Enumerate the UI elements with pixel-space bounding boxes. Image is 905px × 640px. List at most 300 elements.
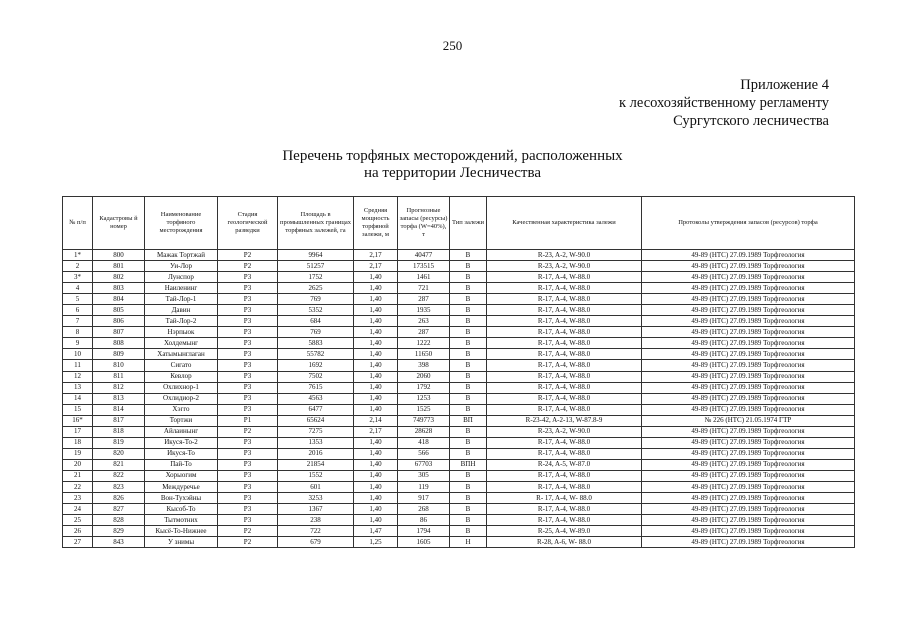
table-row (63, 261, 855, 272)
table-cell: Р3 (218, 404, 278, 415)
table-cell: 21854 (278, 459, 354, 470)
table-cell: Р3 (218, 515, 278, 526)
table-cell: 5 (63, 294, 93, 305)
table-cell: 6 (63, 305, 93, 316)
table-row (63, 382, 855, 393)
table-cell: В (450, 404, 487, 415)
table-cell: В (450, 349, 487, 360)
table-cell: Хатымынглаган (145, 349, 218, 360)
table-row (63, 327, 855, 338)
table-cell: В (450, 338, 487, 349)
table-cell: Хорыогим (145, 470, 218, 481)
appendix-line: к лесохозяйственному регламенту (619, 95, 829, 111)
table-row (63, 272, 855, 283)
table-cell: Тортжи (145, 415, 218, 426)
table-cell: 3* (63, 272, 93, 283)
table-cell: 287 (398, 327, 450, 338)
table-cell: 238 (278, 515, 354, 526)
table-body (63, 250, 855, 548)
table-cell: R-17, A-4, W-88.0 (487, 294, 642, 305)
table-cell: 4 (63, 283, 93, 294)
table-cell: 828 (93, 515, 145, 526)
table-cell: Р3 (218, 327, 278, 338)
appendix-line: Приложение 4 (740, 77, 829, 93)
table-row (63, 481, 855, 492)
table-cell: Р3 (218, 371, 278, 382)
table-cell: Пай-То (145, 459, 218, 470)
table-cell: 49-89 (НТС) 27.09.1989 Торфгеология (642, 493, 855, 504)
table-cell: 6477 (278, 404, 354, 415)
table-cell: R-17, A-4, W-88.0 (487, 305, 642, 316)
table-cell: Р1 (218, 415, 278, 426)
table-cell: 49-89 (НТС) 27.09.1989 Торфгеология (642, 327, 855, 338)
table-cell: 15 (63, 404, 93, 415)
table-cell: 601 (278, 481, 354, 492)
table-cell: 1,40 (354, 437, 398, 448)
table-cell: 749773 (398, 415, 450, 426)
table-cell: 49-89 (НТС) 27.09.1989 Торфгеология (642, 470, 855, 481)
table-row (63, 360, 855, 371)
table-cell: 49-89 (НТС) 27.09.1989 Торфгеология (642, 515, 855, 526)
table-cell: R-17, A-4, W-88.0 (487, 327, 642, 338)
table-cell: В (450, 393, 487, 404)
table-cell: Кысё-То-Нижнее (145, 526, 218, 537)
table-row (63, 448, 855, 459)
table-cell: 1,40 (354, 481, 398, 492)
table-cell: 49-89 (НТС) 27.09.1989 Торфгеология (642, 393, 855, 404)
column-header: Прогнозные запасы (ресурсы) торфа (W=40%), т (398, 197, 450, 250)
table-cell: R-17, A-4, W-88.0 (487, 470, 642, 481)
table-cell: 1* (63, 250, 93, 261)
table-cell: 829 (93, 526, 145, 537)
table-cell: 28628 (398, 426, 450, 437)
table-cell: Мажак Тортжай (145, 250, 218, 261)
table-cell: 26 (63, 526, 93, 537)
table-cell: Р3 (218, 316, 278, 327)
table-cell: 811 (93, 371, 145, 382)
table-cell: 1,25 (354, 537, 398, 548)
table-cell: 67703 (398, 459, 450, 470)
table-cell: R-17, A-4, W-88.0 (487, 316, 642, 327)
table-cell: В (450, 493, 487, 504)
table-cell: 1,40 (354, 493, 398, 504)
table-cell: Охлихнор-1 (145, 382, 218, 393)
peat-deposits-table (62, 196, 855, 548)
table-cell: 55782 (278, 349, 354, 360)
page-number: 250 (442, 38, 463, 53)
table-cell: В (450, 283, 487, 294)
table-cell: В (450, 504, 487, 515)
table-cell: 1525 (398, 404, 450, 415)
table-cell: 810 (93, 360, 145, 371)
table-cell: Р3 (218, 470, 278, 481)
table-cell: Р3 (218, 481, 278, 492)
table-cell: 23 (63, 493, 93, 504)
table-cell: R-23, A-2, W-90.0 (487, 261, 642, 272)
table-cell: Лунспор (145, 272, 218, 283)
table-cell: 1,40 (354, 404, 398, 415)
table-cell: 49-89 (НТС) 27.09.1989 Торфгеология (642, 459, 855, 470)
table-cell: 1461 (398, 272, 450, 283)
column-header: Средняя мощность торфяной залежи, м (354, 197, 398, 250)
table-cell: 1,40 (354, 327, 398, 338)
table-cell: 2 (63, 261, 93, 272)
table-cell: R-17, A-4, W-88.0 (487, 272, 642, 283)
table-cell: Р3 (218, 283, 278, 294)
table-cell: 49-89 (НТС) 27.09.1989 Торфгеология (642, 404, 855, 415)
table-cell: R-17, A-4, W-88.0 (487, 371, 642, 382)
table-cell: 14 (63, 393, 93, 404)
table-cell: 49-89 (НТС) 27.09.1989 Торфгеология (642, 360, 855, 371)
table-cell: R-24, A-5, W-87.0 (487, 459, 642, 470)
table-cell: Наиленинг (145, 283, 218, 294)
table-cell: 1,40 (354, 349, 398, 360)
table-cell: Р3 (218, 459, 278, 470)
table-header-row (63, 197, 855, 250)
table-cell: Р3 (218, 493, 278, 504)
table-cell: Р2 (218, 261, 278, 272)
table-cell: Р3 (218, 272, 278, 283)
table-row (63, 515, 855, 526)
table-cell: 49-89 (НТС) 27.09.1989 Торфгеология (642, 426, 855, 437)
table-cell: 18 (63, 437, 93, 448)
table-cell: 1253 (398, 393, 450, 404)
table-cell: 20 (63, 459, 93, 470)
table-cell: 1752 (278, 272, 354, 283)
table-cell: 1,40 (354, 515, 398, 526)
table-cell: Икуся-То-2 (145, 437, 218, 448)
table-cell: 2,17 (354, 261, 398, 272)
table-cell: В (450, 360, 487, 371)
table-cell: Тытмотних (145, 515, 218, 526)
table-cell: В (450, 371, 487, 382)
table-cell: 173515 (398, 261, 450, 272)
table-cell: R-28, A-6, W- 88.0 (487, 537, 642, 548)
table-cell: 1,40 (354, 448, 398, 459)
table-cell: 1353 (278, 437, 354, 448)
table-cell: 49-89 (НТС) 27.09.1989 Торфгеология (642, 294, 855, 305)
table-cell: R-23, A-2, W-90.0 (487, 426, 642, 437)
table-cell: 49-89 (НТС) 27.09.1989 Торфгеология (642, 437, 855, 448)
table-cell: 808 (93, 338, 145, 349)
table-cell: R-17, A-4, W-88.0 (487, 283, 642, 294)
table-cell: 5352 (278, 305, 354, 316)
table-cell: 769 (278, 294, 354, 305)
table-cell: 263 (398, 316, 450, 327)
table-cell: R-17, A-4, W-88.0 (487, 338, 642, 349)
table-cell: В (450, 294, 487, 305)
table-cell: R-25, A-4, W-89.0 (487, 526, 642, 537)
table-cell: 1,40 (354, 272, 398, 283)
title-line: на территории Лесничества (364, 165, 541, 181)
table-cell: 2,17 (354, 250, 398, 261)
table-cell: 1367 (278, 504, 354, 515)
table-cell: 1,40 (354, 338, 398, 349)
table-cell: 807 (93, 327, 145, 338)
table-cell: Нэрпыок (145, 327, 218, 338)
table-cell: 49-89 (НТС) 27.09.1989 Торфгеология (642, 316, 855, 327)
table-row (63, 305, 855, 316)
table-cell: R-23-42, A-2-13, W-87.8-9 (487, 415, 642, 426)
table-cell: 22 (63, 481, 93, 492)
table-cell: 1692 (278, 360, 354, 371)
table-cell: 287 (398, 294, 450, 305)
table-cell: 19 (63, 448, 93, 459)
table-cell: 1,40 (354, 470, 398, 481)
table-cell: В (450, 316, 487, 327)
table-cell: R- 17, A-4, W- 88.0 (487, 493, 642, 504)
table-cell: R-17, A-4, W-88.0 (487, 349, 642, 360)
table-cell: 10 (63, 349, 93, 360)
table-cell: 806 (93, 316, 145, 327)
table-cell: 822 (93, 470, 145, 481)
table-cell: 49-89 (НТС) 27.09.1989 Торфгеология (642, 283, 855, 294)
table-cell: 3253 (278, 493, 354, 504)
table-cell: 65624 (278, 415, 354, 426)
table-cell: 11 (63, 360, 93, 371)
table-cell: 2625 (278, 283, 354, 294)
table-row (63, 294, 855, 305)
table-cell: 86 (398, 515, 450, 526)
table-cell: 49-89 (НТС) 27.09.1989 Торфгеология (642, 504, 855, 515)
table-cell: В (450, 305, 487, 316)
table-cell: 119 (398, 481, 450, 492)
column-header: Качественная характеристика залежи (487, 197, 642, 250)
table-row (63, 526, 855, 537)
table-cell: 7 (63, 316, 93, 327)
table-cell: 812 (93, 382, 145, 393)
table-cell: R-17, A-4, W-88.0 (487, 382, 642, 393)
table-row (63, 404, 855, 415)
table-cell: В (450, 526, 487, 537)
table-cell: Междуречье (145, 481, 218, 492)
table-cell: 1,40 (354, 393, 398, 404)
table-cell: Р3 (218, 360, 278, 371)
table-cell: 49-89 (НТС) 27.09.1989 Торфгеология (642, 371, 855, 382)
table-row (63, 250, 855, 261)
table-cell: 49-89 (НТС) 27.09.1989 Торфгеология (642, 261, 855, 272)
table-row (63, 504, 855, 515)
table-cell: Н (450, 537, 487, 548)
table-cell: 826 (93, 493, 145, 504)
column-header: № п/п (63, 197, 93, 250)
table-cell: R-17, A-4, W-88.0 (487, 481, 642, 492)
table-cell: 917 (398, 493, 450, 504)
table-cell: 2,17 (354, 426, 398, 437)
table-cell: 843 (93, 537, 145, 548)
table-cell: 801 (93, 261, 145, 272)
table-cell: Айлаинынг (145, 426, 218, 437)
table-cell: 1792 (398, 382, 450, 393)
table-cell: 2016 (278, 448, 354, 459)
table-cell: 684 (278, 316, 354, 327)
table-cell: 800 (93, 250, 145, 261)
table-cell: 398 (398, 360, 450, 371)
table-row (63, 415, 855, 426)
table-cell: 49-89 (НТС) 27.09.1989 Торфгеология (642, 537, 855, 548)
table-row (63, 338, 855, 349)
table-cell: R-17, A-4, W-88.0 (487, 393, 642, 404)
table-cell: 1,40 (354, 305, 398, 316)
table-cell: 1,40 (354, 294, 398, 305)
table-cell: 1,40 (354, 316, 398, 327)
table-cell: 40477 (398, 250, 450, 261)
table-cell: 7275 (278, 426, 354, 437)
table-cell: 827 (93, 504, 145, 515)
table-cell: 8 (63, 327, 93, 338)
table-cell: В (450, 250, 487, 261)
appendix-heading (619, 76, 829, 130)
table-cell: R-17, A-4, W-88.0 (487, 437, 642, 448)
table-cell: 1,47 (354, 526, 398, 537)
table-cell: 24 (63, 504, 93, 515)
table-cell: В (450, 437, 487, 448)
table-row (63, 349, 855, 360)
title-line: Перечень торфяных месторождений, расположенных (282, 148, 623, 164)
table-cell: В (450, 382, 487, 393)
table-cell: 12 (63, 371, 93, 382)
table-cell: R-17, A-4, W-88.0 (487, 448, 642, 459)
column-header: Наименование торфяного месторождения (145, 197, 218, 250)
table-cell: 305 (398, 470, 450, 481)
table-cell: Вон-Тухэйны (145, 493, 218, 504)
table-cell: 813 (93, 393, 145, 404)
table-cell: 13 (63, 382, 93, 393)
table-cell: Р3 (218, 504, 278, 515)
table-cell: Р2 (218, 537, 278, 548)
table-cell: R-17, A-4, W-88.0 (487, 515, 642, 526)
column-header: Протоколы утверждения запасов (ресурсов) торфа (642, 197, 855, 250)
table-cell: 819 (93, 437, 145, 448)
table-cell: В (450, 515, 487, 526)
table-cell: 1794 (398, 526, 450, 537)
table-row (63, 537, 855, 548)
table-cell: 27 (63, 537, 93, 548)
table-cell: 1,40 (354, 371, 398, 382)
table-cell: Тай-Лор-2 (145, 316, 218, 327)
table-cell: 1,40 (354, 360, 398, 371)
table-cell: 1,40 (354, 459, 398, 470)
table-cell: 7615 (278, 382, 354, 393)
table-cell: Р3 (218, 437, 278, 448)
table-cell: 803 (93, 283, 145, 294)
table-cell: 818 (93, 426, 145, 437)
table-row (63, 437, 855, 448)
table-cell: Кевлор (145, 371, 218, 382)
table-cell: Охлидиор-2 (145, 393, 218, 404)
table-cell: Хэгго (145, 404, 218, 415)
table-cell: R-23, A-2, W-90.0 (487, 250, 642, 261)
table-cell: Р3 (218, 338, 278, 349)
table-cell: 9 (63, 338, 93, 349)
table-cell: 17 (63, 426, 93, 437)
table-cell: 722 (278, 526, 354, 537)
table-cell: R-17, A-4, W-88.0 (487, 504, 642, 515)
table-cell: 721 (398, 283, 450, 294)
table-cell: 804 (93, 294, 145, 305)
table-cell: Давин (145, 305, 218, 316)
table-cell: 1,40 (354, 283, 398, 294)
appendix-line: Сургутского лесничества (673, 113, 829, 129)
table-cell: 49-89 (НТС) 27.09.1989 Торфгеология (642, 305, 855, 316)
table-cell: В (450, 470, 487, 481)
table-cell: 1552 (278, 470, 354, 481)
table-cell: В (450, 261, 487, 272)
table-cell: В (450, 327, 487, 338)
table-cell: 49-89 (НТС) 27.09.1989 Торфгеология (642, 526, 855, 537)
table-cell: В (450, 272, 487, 283)
table-cell: Р2 (218, 526, 278, 537)
table-cell: 805 (93, 305, 145, 316)
table-cell: 814 (93, 404, 145, 415)
table-cell: Р2 (218, 426, 278, 437)
table-cell: 268 (398, 504, 450, 515)
column-header: Площадь в промышленных границах торфяных залежей, га (278, 197, 354, 250)
table-cell: 9964 (278, 250, 354, 261)
table-cell: ВПН (450, 459, 487, 470)
table-row (63, 459, 855, 470)
table-row (63, 426, 855, 437)
table-cell: 418 (398, 437, 450, 448)
table-row (63, 493, 855, 504)
table-cell: 566 (398, 448, 450, 459)
table-cell: Р3 (218, 382, 278, 393)
table-cell: 49-89 (НТС) 27.09.1989 Торфгеология (642, 448, 855, 459)
table-cell: 51257 (278, 261, 354, 272)
table-cell: 49-89 (НТС) 27.09.1989 Торфгеология (642, 349, 855, 360)
table-row (63, 393, 855, 404)
table-cell: 16* (63, 415, 93, 426)
table-cell: 49-89 (НТС) 27.09.1989 Торфгеология (642, 272, 855, 283)
table-cell: ВП (450, 415, 487, 426)
table-cell: 1935 (398, 305, 450, 316)
table-cell: Р3 (218, 294, 278, 305)
table-cell: Уи-Лор (145, 261, 218, 272)
table-cell: 49-89 (НТС) 27.09.1989 Торфгеология (642, 250, 855, 261)
table-row (63, 470, 855, 481)
table-cell: 49-89 (НТС) 27.09.1989 Торфгеология (642, 481, 855, 492)
table-cell: 11650 (398, 349, 450, 360)
table-cell: 21 (63, 470, 93, 481)
peat-deposits-table-container (62, 196, 855, 548)
table-cell: 7502 (278, 371, 354, 382)
table-cell: 802 (93, 272, 145, 283)
table-cell: 1,40 (354, 382, 398, 393)
table-cell: Холдемынг (145, 338, 218, 349)
table-cell: Р3 (218, 393, 278, 404)
table-cell: R-17, A-4, W-88.0 (487, 404, 642, 415)
table-cell: 769 (278, 327, 354, 338)
table-row (63, 283, 855, 294)
table-cell: 2,14 (354, 415, 398, 426)
table-cell: № 226 (НТС) 21.05.1974 ГТР (642, 415, 855, 426)
column-header: Тип залежи (450, 197, 487, 250)
table-cell: 25 (63, 515, 93, 526)
document-title (0, 148, 905, 182)
table-cell: 49-89 (НТС) 27.09.1989 Торфгеология (642, 338, 855, 349)
table-cell: Тай-Лор-1 (145, 294, 218, 305)
table-row (63, 371, 855, 382)
table-cell: 5883 (278, 338, 354, 349)
table-cell: R-17, A-4, W-88.0 (487, 360, 642, 371)
table-cell: 49-89 (НТС) 27.09.1989 Торфгеология (642, 382, 855, 393)
table-cell: У знимы (145, 537, 218, 548)
table-cell: В (450, 426, 487, 437)
table-cell: 820 (93, 448, 145, 459)
table-cell: 1605 (398, 537, 450, 548)
column-header: Кадастровы й номер (93, 197, 145, 250)
table-cell: 817 (93, 415, 145, 426)
